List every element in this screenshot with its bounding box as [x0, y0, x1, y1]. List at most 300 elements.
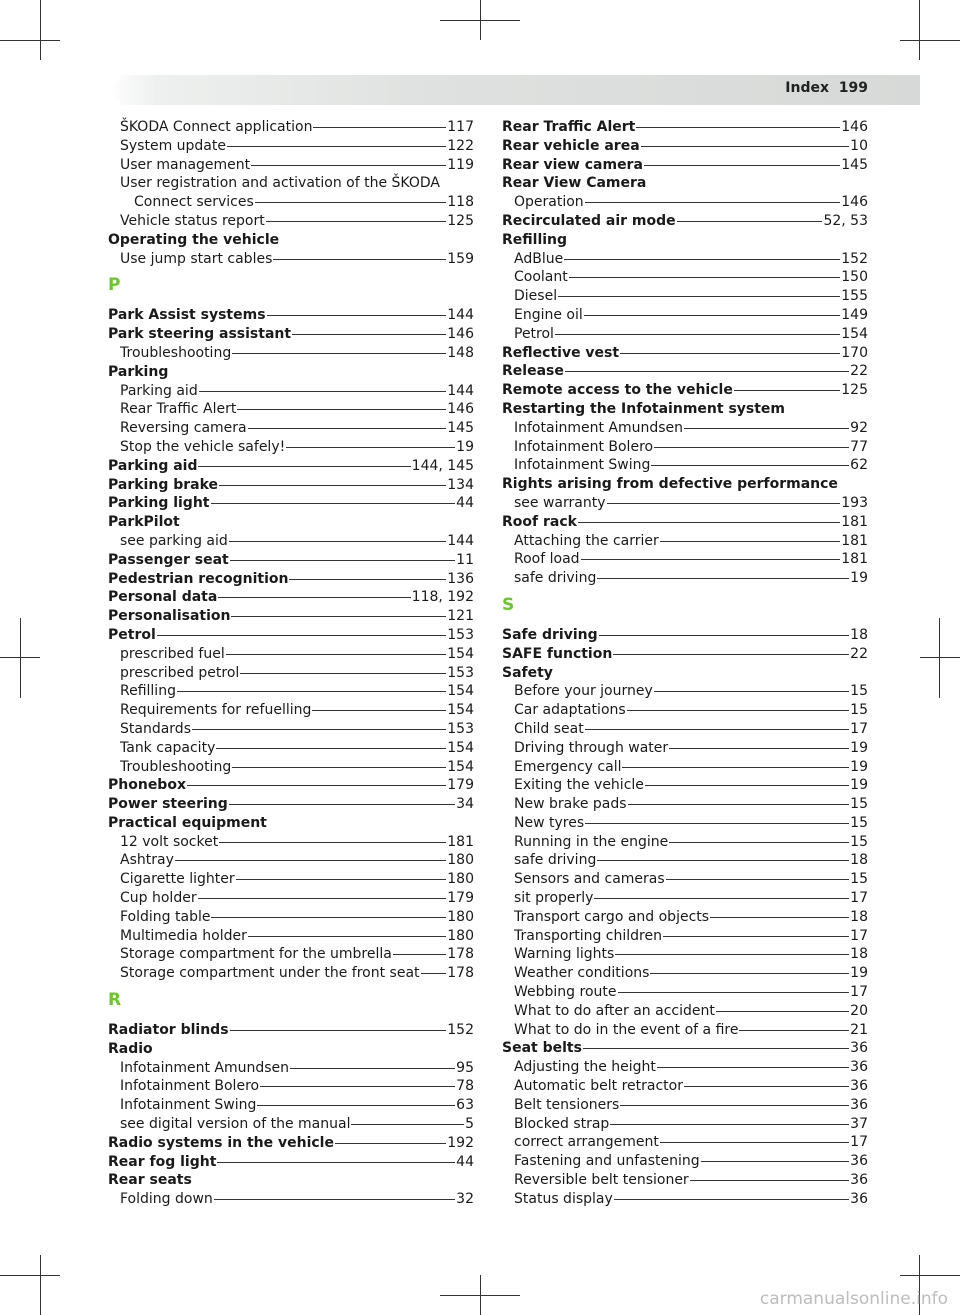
leader-line — [610, 1124, 849, 1125]
index-entry-label: Blocked strap — [514, 1115, 610, 1132]
header-title: Index — [785, 80, 830, 96]
index-entry-label: Passenger seat — [108, 551, 229, 568]
index-entry-label: Phonebox — [108, 777, 186, 794]
index-sub-entry[interactable] — [108, 870, 474, 889]
index-entry-label: Running in the engine — [514, 833, 669, 850]
index-page-ref: 11 — [456, 551, 474, 568]
leader-line — [219, 485, 446, 486]
leader-line — [267, 315, 447, 316]
index-main-entry[interactable] — [108, 476, 474, 495]
index-sub-term: User registration and activation of the ŠKODA — [120, 175, 440, 192]
leader-line — [231, 616, 446, 617]
index-sub-entry[interactable] — [108, 137, 474, 156]
index-page-ref: 152 — [841, 250, 868, 267]
leader-line — [684, 428, 849, 429]
index-main-entry[interactable] — [108, 776, 474, 795]
leader-line — [599, 635, 850, 636]
index-sub-entry[interactable] — [108, 739, 474, 758]
leader-line — [157, 635, 446, 636]
index-entry-label: Safe driving — [502, 626, 598, 643]
index-main-term: Parking — [108, 363, 169, 380]
index-page-ref: 145 — [841, 156, 868, 173]
index-page-ref: 155 — [841, 288, 868, 305]
index-sub-entry[interactable] — [108, 419, 474, 438]
leader-line — [660, 1142, 849, 1143]
index-page-ref: 44 — [456, 495, 474, 512]
leader-line — [650, 973, 849, 974]
leader-line — [614, 1199, 849, 1200]
index-entry-label: Rear fog light — [108, 1153, 217, 1170]
index-page-ref: 153 — [447, 720, 474, 737]
index-sub-entry[interactable] — [502, 720, 868, 739]
index-main-entry[interactable] — [108, 588, 474, 607]
leader-line — [351, 1124, 464, 1125]
index-page-ref: 170 — [841, 344, 868, 361]
leader-line — [240, 673, 446, 674]
index-entry-label: Storage compartment for the umbrella — [120, 946, 392, 963]
index-sub-entry[interactable] — [108, 889, 474, 908]
leader-line — [421, 973, 447, 974]
index-entry-label: Cup holder — [120, 890, 197, 907]
index-entry-label: Automatic belt retractor — [514, 1078, 683, 1095]
page-header — [785, 80, 868, 96]
crop-mark — [0, 1275, 60, 1276]
leader-line — [199, 391, 447, 392]
index-sub-entry[interactable] — [502, 268, 868, 287]
index-page-ref: 145 — [447, 420, 474, 437]
index-entry-label: Roof rack — [502, 513, 577, 530]
index-page-ref: 17 — [850, 927, 868, 944]
leader-line — [236, 879, 447, 880]
index-page-ref: 152 — [447, 1022, 474, 1039]
index-entry-label: Infotainment Amundsen — [514, 419, 684, 436]
index-main-term: ParkPilot — [108, 514, 180, 531]
index-entry-label: Transport cargo and objects — [514, 908, 710, 925]
leader-line — [286, 447, 455, 448]
index-sub-entry[interactable] — [502, 193, 868, 212]
index-page-ref: 18 — [850, 852, 868, 869]
index-sub-entry[interactable] — [108, 532, 474, 551]
index-sub-entry[interactable] — [108, 701, 474, 720]
index-page-ref: 17 — [850, 984, 868, 1001]
index-entry-label: 12 volt socket — [120, 833, 219, 850]
index-sub-entry[interactable] — [502, 1115, 868, 1134]
leader-line — [393, 954, 446, 955]
index-sub-entry[interactable] — [108, 945, 474, 964]
index-entry-label: Seat belts — [502, 1040, 582, 1057]
index-page-ref: 146 — [841, 119, 868, 135]
index-page-ref: 180 — [447, 908, 474, 925]
leader-line — [585, 823, 849, 824]
leader-line — [237, 409, 446, 410]
leader-line — [569, 277, 841, 278]
index-main-entry[interactable] — [108, 570, 474, 589]
leader-line — [229, 541, 447, 542]
index-page-ref: 10 — [850, 137, 868, 154]
index-main-entry[interactable] — [502, 156, 868, 175]
watermark: carmanualsonline.info — [759, 1289, 948, 1309]
index-page-ref: 159 — [447, 250, 474, 267]
leader-line — [641, 146, 850, 147]
index-page-ref: 19 — [456, 438, 474, 455]
index-sub-entry[interactable] — [502, 739, 868, 758]
index-sub-entry[interactable] — [502, 964, 868, 983]
index-entry-label: Ashtray — [120, 852, 174, 869]
index-page-ref: 178 — [447, 946, 474, 963]
index-main-entry[interactable] — [502, 212, 868, 231]
index-main-entry[interactable] — [108, 795, 474, 814]
index-main-entry[interactable] — [502, 513, 868, 532]
index-entry-label: sit properly — [514, 890, 594, 907]
index-main-entry[interactable] — [108, 1021, 474, 1040]
index-page-ref: 34 — [456, 796, 474, 813]
index-main-term: Refilling — [502, 231, 568, 248]
leader-line — [175, 860, 446, 861]
index-sub-entry[interactable] — [108, 851, 474, 870]
index-sub-entry[interactable] — [108, 908, 474, 927]
index-entry-label: Roof load — [514, 551, 580, 568]
index-page-ref: 19 — [850, 965, 868, 982]
index-page-ref: 154 — [841, 325, 868, 342]
leader-line — [260, 1086, 455, 1087]
crop-mark — [440, 1295, 520, 1296]
leader-line — [677, 221, 823, 222]
index-entry-label: Connect services — [134, 194, 254, 211]
index-sub-entry[interactable] — [502, 325, 868, 344]
leader-line — [232, 767, 446, 768]
index-sub-entry[interactable] — [502, 569, 868, 588]
index-main-term: Rear View Camera — [502, 175, 647, 192]
index-sub-entry[interactable] — [108, 927, 474, 946]
index-page-ref: 77 — [850, 438, 868, 455]
index-page-ref: 154 — [447, 758, 474, 775]
index-entry-label: System update — [120, 137, 226, 154]
page-number: 199 — [838, 80, 868, 96]
index-sub-entry[interactable] — [502, 1171, 868, 1190]
index-page-ref: 136 — [447, 570, 474, 587]
index-sub-entry[interactable] — [108, 645, 474, 664]
index-entry-label: Remote access to the vehicle — [502, 382, 733, 399]
index-sub-entry[interactable] — [108, 664, 474, 683]
leader-line — [251, 165, 446, 166]
index-main-term: Operating the vehicle — [108, 231, 280, 248]
index-sub-entry[interactable] — [502, 908, 868, 927]
index-sub-entry[interactable] — [108, 344, 474, 363]
index-main-entry[interactable] — [108, 325, 474, 344]
crop-mark — [0, 40, 60, 41]
index-entry-label: New brake pads — [514, 796, 627, 813]
index-page-ref: 18 — [850, 908, 868, 925]
leader-line — [584, 315, 840, 316]
leader-line — [651, 465, 849, 466]
index-sub-entry[interactable] — [502, 1152, 868, 1171]
index-sub-entry[interactable] — [502, 1077, 868, 1096]
leader-line — [273, 259, 446, 260]
crop-mark — [20, 618, 21, 698]
index-sub-entry[interactable] — [502, 550, 868, 569]
index-page-ref: 144 — [447, 307, 474, 324]
index-entry-label: Reversible belt tensioner — [514, 1172, 689, 1189]
index-page-ref: 19 — [850, 739, 868, 756]
index-sub-entry[interactable] — [502, 532, 868, 551]
leader-line — [211, 503, 456, 504]
leader-line — [716, 1011, 849, 1012]
index-sub-entry[interactable] — [502, 927, 868, 946]
index-sub-entry[interactable] — [502, 419, 868, 438]
index-page-ref: 19 — [850, 777, 868, 794]
index-page-ref: 180 — [447, 871, 474, 888]
index-sub-entry[interactable] — [502, 438, 868, 457]
index-main-entry[interactable] — [108, 1153, 474, 1172]
index-sub-entry[interactable] — [108, 1115, 474, 1134]
leader-line — [620, 353, 840, 354]
index-entry-label: Before your journey — [514, 683, 653, 700]
index-main-entry[interactable] — [502, 645, 868, 664]
index-main-entry[interactable] — [502, 1039, 868, 1058]
index-sub-entry[interactable] — [502, 494, 868, 513]
index-page-ref: 95 — [456, 1059, 474, 1076]
index-page-ref: 148 — [447, 344, 474, 361]
index-main-entry[interactable] — [108, 306, 474, 325]
index-sub-entry[interactable] — [502, 758, 868, 777]
index-main-entry[interactable] — [108, 626, 474, 645]
index-sub-entry[interactable] — [502, 1021, 868, 1040]
index-entry-label: Reflective vest — [502, 344, 620, 361]
index-sub-entry[interactable] — [108, 720, 474, 739]
index-main-term: Rear seats — [108, 1172, 192, 1189]
index-page-ref: 52, 53 — [823, 212, 868, 229]
index-page-ref: 149 — [841, 306, 868, 323]
leader-line — [654, 691, 849, 692]
index-entry-label: New tyres — [514, 814, 585, 831]
index-page-ref: 36 — [850, 1190, 868, 1207]
index-main-entry[interactable] — [108, 1134, 474, 1153]
index-page-ref: 36 — [850, 1153, 868, 1170]
index-entry-label: Fastening and unfastening — [514, 1153, 700, 1170]
index-sub-entry[interactable] — [502, 795, 868, 814]
index-sub-entry[interactable] — [108, 438, 474, 457]
index-page-ref: 125 — [841, 382, 868, 399]
index-entry-label: Folding table — [120, 908, 211, 925]
index-main-entry[interactable] — [502, 362, 868, 381]
index-page-ref: 154 — [447, 645, 474, 662]
index-main-term: Safety — [502, 664, 553, 681]
leader-line — [230, 560, 455, 561]
index-sub-entry[interactable] — [108, 833, 474, 852]
index-page-ref: 63 — [456, 1097, 474, 1114]
leader-line — [613, 654, 849, 655]
index-entry-label: Child seat — [514, 720, 584, 737]
index-sub-entry[interactable] — [502, 1190, 868, 1209]
leader-line — [248, 936, 446, 937]
index-sub-entry[interactable] — [502, 776, 868, 795]
index-sub-entry[interactable] — [502, 250, 868, 269]
index-main-entry[interactable] — [108, 457, 474, 476]
index-page-ref: 117 — [447, 119, 474, 135]
index-sub-entry[interactable] — [502, 870, 868, 889]
index-sub-entry[interactable] — [502, 1002, 868, 1021]
index-sub-entry[interactable] — [108, 250, 474, 269]
index-page-ref: 179 — [447, 890, 474, 907]
leader-line — [216, 748, 446, 749]
leader-line — [217, 1162, 455, 1163]
index-sub-entry[interactable] — [108, 1059, 474, 1078]
leader-line — [232, 353, 446, 354]
index-main-entry[interactable] — [502, 381, 868, 400]
leader-line — [565, 371, 849, 372]
index-page-ref: 32 — [456, 1191, 474, 1208]
index-entry-label: Rear vehicle area — [502, 137, 640, 154]
index-sub-entry[interactable] — [108, 964, 474, 983]
index-sub-entry[interactable] — [108, 682, 474, 701]
index-sub-entry[interactable] — [108, 212, 474, 231]
index-main-entry[interactable] — [502, 137, 868, 156]
index-main-entry[interactable] — [108, 551, 474, 570]
index-entry-label: Folding down — [120, 1191, 213, 1208]
index-page-ref: 15 — [850, 833, 868, 850]
index-page-ref: 154 — [447, 683, 474, 700]
index-page-ref: 15 — [850, 796, 868, 813]
leader-line — [618, 992, 850, 993]
index-entry-label: Refilling — [120, 683, 176, 700]
index-sub-entry[interactable] — [108, 156, 474, 175]
index-entry-label: Attaching the carrier — [514, 532, 659, 549]
leader-line — [690, 1180, 849, 1181]
index-entry-label: Infotainment Swing — [514, 457, 651, 474]
index-sub-entry[interactable] — [502, 682, 868, 701]
index-page-ref: 44 — [456, 1153, 474, 1170]
index-entry-label: Personalisation — [108, 608, 231, 625]
index-entry-label: AdBlue — [514, 250, 564, 267]
index-entry-label: Tank capacity — [120, 739, 216, 756]
index-page-ref: 17 — [850, 1134, 868, 1151]
leader-line — [666, 879, 849, 880]
index-sub-entry[interactable] — [502, 287, 868, 306]
leader-line — [227, 146, 446, 147]
index-entry-label: Infotainment Swing — [120, 1097, 257, 1114]
index-entry-label: Requirements for refuelling — [120, 702, 312, 719]
index-entry-label: Cigarette lighter — [120, 871, 235, 888]
index-page-ref: 121 — [447, 608, 474, 625]
index-sub-entry[interactable] — [108, 1077, 474, 1096]
index-entry-label: Status display — [514, 1190, 613, 1207]
index-sub-entry[interactable] — [108, 382, 474, 401]
crop-mark — [900, 1275, 960, 1276]
index-sub-entry[interactable] — [502, 456, 868, 475]
crop-mark — [40, 0, 41, 60]
index-entry-label: safe driving — [514, 852, 597, 869]
index-entry-label: Operation — [514, 194, 584, 211]
leader-line — [739, 1030, 849, 1031]
leader-line — [211, 917, 446, 918]
index-sub-entry[interactable] — [108, 400, 474, 419]
index-main-entry[interactable] — [502, 118, 868, 137]
index-page-ref: 192 — [447, 1134, 474, 1151]
index-page-ref: 153 — [447, 664, 474, 681]
leader-line — [636, 127, 840, 128]
index-entry-label: Reversing camera — [120, 420, 247, 437]
index-sub-entry[interactable] — [108, 1190, 474, 1209]
leader-line — [230, 1030, 447, 1031]
leader-line — [644, 165, 840, 166]
index-main-entry[interactable] — [502, 344, 868, 363]
leader-line — [187, 785, 446, 786]
index-entry-label: Weather conditions — [514, 965, 650, 982]
leader-line — [578, 522, 840, 523]
index-sub-entry[interactable] — [108, 193, 474, 212]
leader-line — [734, 390, 840, 391]
leader-line — [335, 1143, 446, 1144]
index-page-ref: 15 — [850, 814, 868, 831]
index-sub-entry[interactable] — [502, 833, 868, 852]
index-sub-entry[interactable] — [502, 945, 868, 964]
index-sub-entry[interactable] — [502, 889, 868, 908]
index-page-ref: 146 — [447, 326, 474, 343]
index-entry-label: Stop the vehicle safely! — [120, 438, 286, 455]
index-sub-entry[interactable] — [502, 983, 868, 1002]
leader-line — [290, 1068, 455, 1069]
index-entry-label: prescribed fuel — [120, 645, 225, 662]
index-sub-entry[interactable] — [502, 1096, 868, 1115]
leader-line — [583, 1048, 849, 1049]
leader-line — [198, 466, 410, 467]
index-column-left — [108, 118, 474, 1209]
leader-line — [594, 898, 849, 899]
index-entry-label: SAFE function — [502, 645, 613, 662]
index-sub-entry[interactable] — [502, 814, 868, 833]
leader-line — [585, 202, 841, 203]
index-page-ref: 144, 145 — [411, 457, 474, 474]
index-sub-entry[interactable] — [108, 118, 474, 137]
index-entry-label: Rear Traffic Alert — [120, 401, 237, 418]
index-sub-entry[interactable] — [108, 758, 474, 777]
index-entry-label: Warning lights — [514, 946, 615, 963]
index-main-entry[interactable] — [502, 626, 868, 645]
index-entry-label: Car adaptations — [514, 702, 626, 719]
index-sub-entry[interactable] — [108, 1096, 474, 1115]
index-page-ref: 18 — [850, 626, 868, 643]
index-page-ref: 22 — [850, 363, 868, 380]
index-entry-label: Petrol — [108, 626, 156, 643]
index-page-ref: 36 — [850, 1172, 868, 1189]
section-letter-heading: P — [108, 275, 121, 296]
index-entry-label: User management — [120, 156, 251, 173]
index-sub-entry[interactable] — [502, 851, 868, 870]
index-main-entry[interactable] — [108, 607, 474, 626]
index-page-ref: 20 — [850, 1002, 868, 1019]
leader-line — [622, 767, 849, 768]
index-page-ref: 154 — [447, 739, 474, 756]
index-sub-entry[interactable] — [502, 701, 868, 720]
index-page-ref: 134 — [447, 476, 474, 493]
index-sub-entry[interactable] — [502, 1133, 868, 1152]
index-main-entry[interactable] — [108, 494, 474, 513]
leader-line — [218, 597, 410, 598]
index-entry-label: Webbing route — [514, 984, 617, 1001]
leader-line — [248, 428, 447, 429]
index-sub-entry[interactable] — [502, 306, 868, 325]
leader-line — [669, 748, 849, 749]
index-entry-label: What to do after an accident — [514, 1002, 715, 1019]
leader-line — [669, 842, 849, 843]
leader-line — [645, 785, 849, 786]
leader-line — [192, 729, 446, 730]
leader-line — [597, 860, 849, 861]
index-page-ref: 17 — [850, 890, 868, 907]
index-sub-entry[interactable] — [502, 1058, 868, 1077]
index-page-ref: 92 — [850, 419, 868, 436]
index-entry-label: Park Assist systems — [108, 307, 266, 324]
